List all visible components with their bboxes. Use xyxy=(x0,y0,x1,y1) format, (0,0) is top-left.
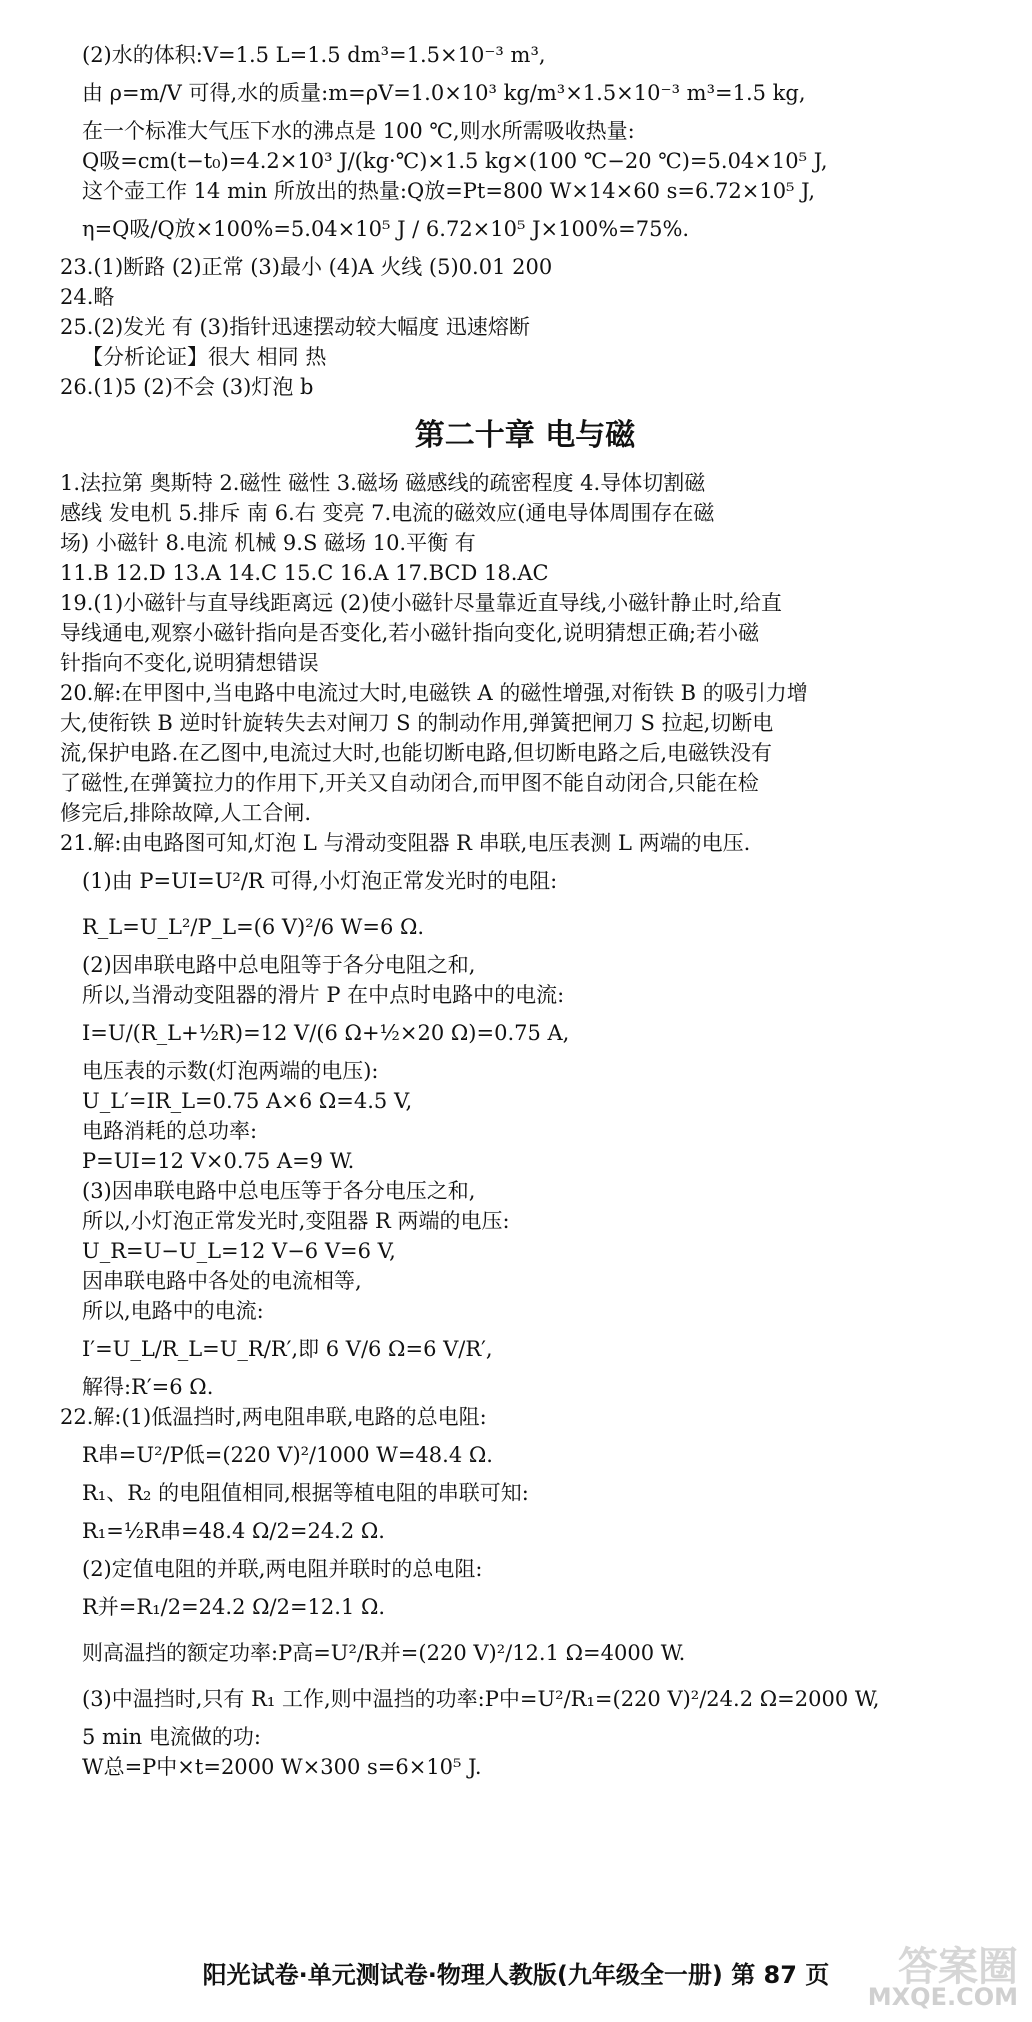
text-line: 20.解:在甲图中,当电路中电流过大时,电磁铁 A 的磁性增强,对衔铁 B 的吸引力增 xyxy=(60,681,808,705)
text-line: 5 min 电流做的功: xyxy=(82,1725,261,1749)
formula-line: U_R=U−U_L=12 V−6 V=6 V, xyxy=(82,1239,396,1263)
formula-line: R并=R₁/2=24.2 Ω/2=12.1 Ω. xyxy=(82,1595,386,1619)
text-line: (2)因串联电路中总电阻等于各分电阻之和, xyxy=(82,953,476,977)
text-line: 场) 小磁针 8.电流 机械 9.S 磁场 10.平衡 有 xyxy=(60,531,476,555)
text-line: 22.解:(1)低温挡时,两电阻串联,电路的总电阻: xyxy=(60,1405,487,1429)
text-line: 导线通电,观察小磁针指向是否变化,若小磁针指向变化,说明猜想正确;若小磁 xyxy=(60,621,760,645)
formula-line: (3)中温挡时,只有 R₁ 工作,则中温挡的功率:P中=U²/R₁=(220 V)²/24.2 Ω=2000 W, xyxy=(82,1687,880,1711)
formula-line: I=U/(R_L+½R)=12 V/(6 Ω+½×20 Ω)=0.75 A, xyxy=(82,1021,570,1045)
text-line: 电压表的示数(灯泡两端的电压): xyxy=(82,1059,379,1083)
formula-line: R_L=U_L²/P_L=(6 V)²/6 W=6 Ω. xyxy=(82,915,425,939)
text-line: 所以,当滑动变阻器的滑片 P 在中点时电路中的电流: xyxy=(82,983,565,1007)
watermark-url: MXQE.COM xyxy=(867,1983,1018,2011)
text-line: 修完后,排除故障,人工合闸. xyxy=(60,801,312,825)
text-line: 23.(1)断路 (2)正常 (3)最小 (4)A 火线 (5)0.01 200 xyxy=(60,255,553,279)
watermark-logo: 答案圈 xyxy=(898,1944,1018,1990)
text-line: (2)水的体积:V=1.5 L=1.5 dm³=1.5×10⁻³ m³, xyxy=(82,43,546,67)
text-line: 由 ρ=m/V 可得,水的质量:m=ρV=1.0×10³ kg/m³×1.5×10⁻³ m³=1.5 kg, xyxy=(82,81,806,105)
text-line: 26.(1)5 (2)不会 (3)灯泡 b xyxy=(60,375,314,399)
text-line: 了磁性,在弹簧拉力的作用下,开关又自动闭合,而甲图不能自动闭合,只能在检 xyxy=(60,771,759,795)
page-footer: 阳光试卷·单元测试卷·物理人教版(九年级全一册) 第 87 页 xyxy=(202,1961,830,1989)
text-line: 大,使衔铁 B 逆时针旋转失去对闸刀 S 的制动作用,弹簧把闸刀 S 拉起,切断电 xyxy=(60,711,774,735)
text-line: 19.(1)小磁针与直导线距离远 (2)使小磁针尽量靠近直导线,小磁针静止时,给直 xyxy=(60,591,782,615)
text-line: 流,保护电路.在乙图中,电流过大时,也能切断电路,但切断电路之后,电磁铁没有 xyxy=(60,741,773,765)
text-line: 1.法拉第 奥斯特 2.磁性 磁性 3.磁场 磁感线的疏密程度 4.导体切割磁 xyxy=(60,471,706,495)
text-line: 所以,小灯泡正常发光时,变阻器 R 两端的电压: xyxy=(82,1209,510,1233)
text-line: (1)由 P=UI=U²/R 可得,小灯泡正常发光时的电阻: xyxy=(82,869,558,893)
answer-column xyxy=(60,40,990,1782)
text-line: 针指向不变化,说明猜想错误 xyxy=(60,651,319,675)
text-line: 11.B 12.D 13.A 14.C 15.C 16.A 17.BCD 18.AC xyxy=(60,561,549,585)
formula-line: R₁=½R串=48.4 Ω/2=24.2 Ω. xyxy=(82,1519,385,1543)
text-line: 24.略 xyxy=(60,285,115,309)
formula-line: P=UI=12 V×0.75 A=9 W. xyxy=(82,1149,355,1173)
text-line: 因串联电路中各处的电流相等, xyxy=(82,1269,362,1293)
text-line: 电路消耗的总功率: xyxy=(82,1119,258,1143)
formula-line: R串=U²/P低=(220 V)²/1000 W=48.4 Ω. xyxy=(82,1443,493,1467)
text-line: (3)因串联电路中总电压等于各分电压之和, xyxy=(82,1179,476,1203)
text-line: η=Q吸/Q放×100%=5.04×10⁵ J / 6.72×10⁵ J×100%=75%. xyxy=(82,217,690,241)
formula-line: U_L′=IR_L=0.75 A×6 Ω=4.5 V, xyxy=(82,1089,413,1113)
text-line: R₁、R₂ 的电阻值相同,根据等植电阻的串联可知: xyxy=(82,1481,529,1505)
text-line: 在一个标准大气压下水的沸点是 100 ℃,则水所需吸收热量: xyxy=(82,119,635,143)
text-line: Q吸=cm(t−t₀)=4.2×10³ J/(kg·℃)×1.5 kg×(100 ℃−20 ℃)=5.04×10⁵ J, xyxy=(82,149,828,173)
text-line: (2)定值电阻的并联,两电阻并联时的总电阻: xyxy=(82,1557,483,1581)
chapter-title: 第二十章 电与磁 xyxy=(414,418,636,453)
watermark xyxy=(818,1935,1018,2017)
formula-line: 则高温挡的额定功率:P高=U²/R并=(220 V)²/12.1 Ω=4000 W. xyxy=(82,1641,686,1665)
text-line: 解得:R′=6 Ω. xyxy=(82,1375,214,1399)
formula-line: W总=P中×t=2000 W×300 s=6×10⁵ J. xyxy=(82,1755,482,1779)
text-line: 感线 发电机 5.排斥 南 6.右 变亮 7.电流的磁效应(通电导体周围存在磁 xyxy=(60,501,715,525)
text-line: 21.解:由电路图可知,灯泡 L 与滑动变阻器 R 串联,电压表测 L 两端的电压. xyxy=(60,831,751,855)
text-line: 这个壶工作 14 min 所放出的热量:Q放=Pt=800 W×14×60 s=6.72×10⁵ J, xyxy=(82,179,816,203)
formula-line: I′=U_L/R_L=U_R/R′,即 6 V/6 Ω=6 V/R′, xyxy=(82,1337,493,1361)
text-line: 25.(2)发光 有 (3)指针迅速摆动较大幅度 迅速熔断 xyxy=(60,315,530,339)
text-line: 【分析论证】很大 相同 热 xyxy=(82,345,327,369)
text-line: 所以,电路中的电流: xyxy=(82,1299,264,1323)
